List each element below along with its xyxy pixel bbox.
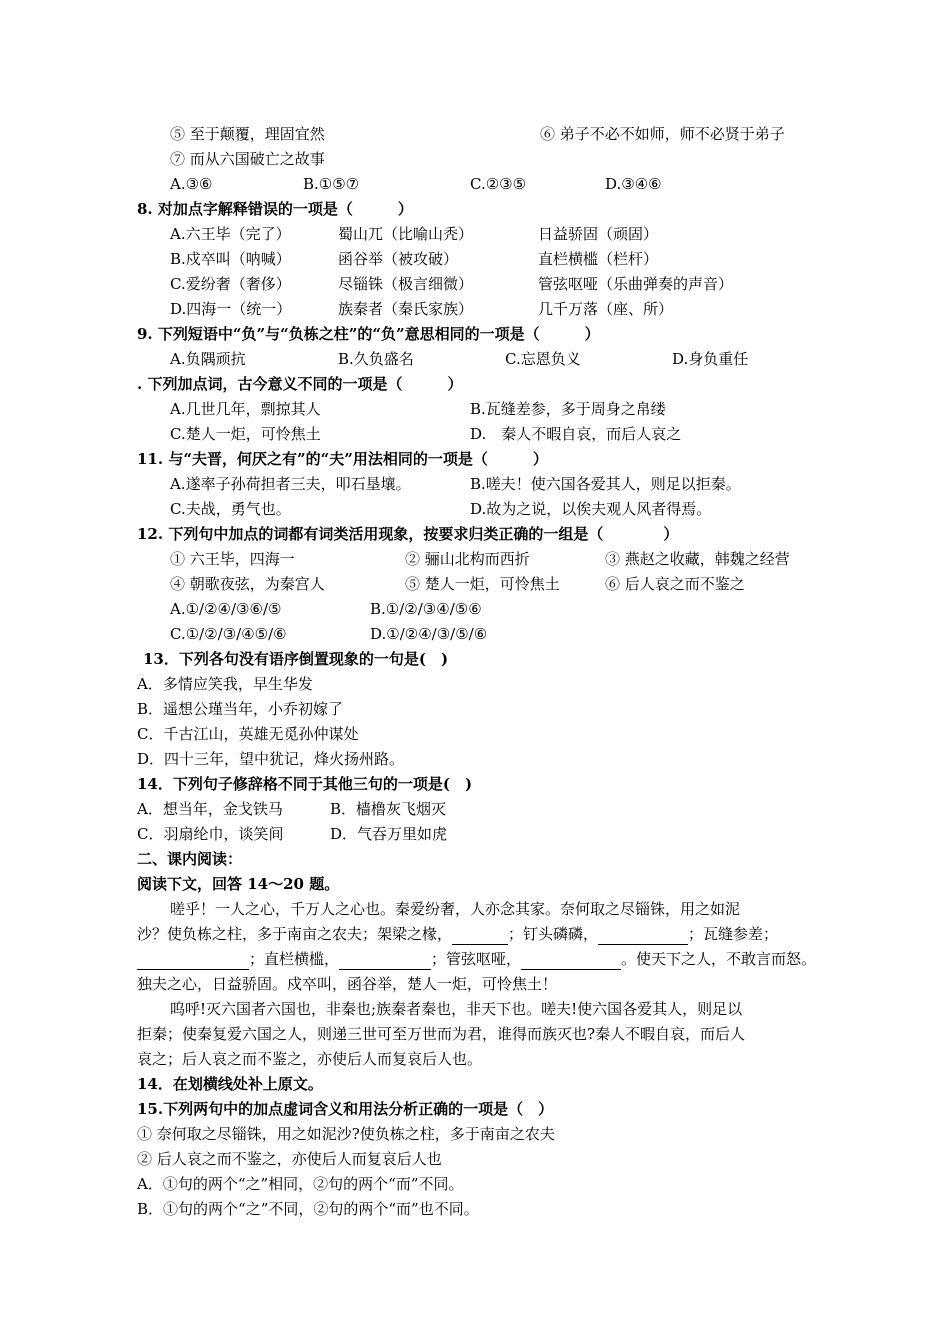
fill-blank-2[interactable] [598,928,688,945]
q7-choice-b: B.①⑤⑦ [303,175,360,193]
q13-choice-d: D．四十三年，望中犹记，烽火扬州路。 [137,750,405,768]
q13-choice-a: A．多情应笑我，早生华发 [137,675,313,693]
passage-p1-line2-seg1: 沙？使负栋之柱，多于南亩之农夫；架梁之椽， [137,925,453,943]
q12-choice-a: A.①/②④/③⑥/⑤ [170,600,282,618]
q8-row-c-3: 管弦呕哑（乐曲弹奏的声音） [538,275,734,293]
q8-row-d-3: 几千万落（座、所） [538,300,674,318]
q8-row-b-1: B.戍卒叫（呐喊） [170,250,291,268]
q14-rhetoric-choice-d: D．气吞万里如虎 [330,825,448,843]
q8-row-a-2: 蜀山兀（比喻山秃） [338,225,474,243]
passage-p1-line3-seg3: 。使天下之人，不敢言而怒。 [621,950,817,968]
section-2-title: 二、课内阅读： [137,850,243,868]
q11-choice-c: C.夫战，勇气也。 [170,500,291,518]
fill-blank-1[interactable] [452,928,508,945]
passage-p1-line3-seg2: ；管弦呕哑， [431,950,522,968]
q12-item-6: ⑥ 后人哀之而不鉴之 [605,575,745,593]
q11-stem: 11. 与“夫晋，何厌之有”的“夫”用法相同的一项是（ ） [137,450,548,468]
q8-row-d-2: 族秦者（秦氏家族） [338,300,474,318]
q8-row-b-3: 直栏横槛（栏杆） [538,250,659,268]
q7-choice-a: A.③⑥ [170,175,213,193]
q9-stem: 9. 下列短语中“负”与“负栋之柱”的“负”意思相同的一项是（ ） [137,325,600,343]
fill-blank-3[interactable] [137,953,249,970]
q12-item-3: ③ 燕赵之收藏，韩魏之经营 [605,550,790,568]
q13-choice-b: B．遥想公瑾当年，小乔初嫁了 [137,700,344,718]
q14-rhetoric-choice-b: B．樯橹灰飞烟灭 [330,800,447,818]
q8-row-a-3: 日益骄固（顽固） [538,225,659,243]
section-2-intro: 阅读下文，回答 14～20 题。 [137,875,340,893]
q14-rhetoric-choice-c: C．羽扇纶巾，谈笑间 [137,825,284,843]
q12-choice-b: B.①/②/③④/⑤⑥ [370,600,482,618]
q8-row-b-2: 函谷举（被攻破） [338,250,459,268]
q15-sentence-1: ① 奈何取之尽锱铢，用之如泥沙?使负栋之柱，多于南亩之农夫 [137,1125,555,1143]
passage-p1-line3-seg1: ；直栏横槛， [249,950,340,968]
q13-stem: 13．下列各句没有语序倒置现象的一句是( ) [143,650,449,668]
q12-choice-d: D.①/②④/③/⑤/⑥ [370,625,488,643]
q9-choice-c: C.忘恩负义 [505,350,581,368]
q9-choice-a: A.负隅顽抗 [170,350,246,368]
fill-blank-4[interactable] [339,953,431,970]
q10-choice-b: B.瓦缝差参，多于周身之帛缕 [470,400,666,418]
q12-item-5: ⑤ 楚人一炬，可怜焦土 [405,575,560,593]
q12-choice-c: C.①/②/③/④⑤/⑥ [170,625,287,643]
passage-p1-line2-seg2: ；钉头磷磷， [508,925,599,943]
passage-p1-line3 [137,948,816,970]
q8-stem: 8. 对加点字解释错误的一项是（ ） [137,200,413,218]
q7-option-6: ⑥ 弟子不必不如师，师不必贤于弟子 [540,125,785,143]
q15-sentence-2: ② 后人哀之而不鉴之，亦使后人而复哀后人也 [137,1150,442,1168]
q9-choice-d: D.身负重任 [672,350,749,368]
q12-item-2: ② 骊山北构而西折 [405,550,530,568]
passage-p2-line2: 拒秦；使秦复爱六国之人，则递三世可至万世而为君，谁得而族灭也?秦人不暇自哀，而后人 [137,1025,746,1043]
q7-choice-d: D.③④⑥ [605,175,662,193]
q7-option-5: ⑤ 至于颠覆，理固宜然 [170,125,325,143]
q8-row-d-1: D.四海一（统一） [170,300,292,318]
q12-item-4: ④ 朝歌夜弦，为秦宫人 [170,575,325,593]
q9-choice-b: B.久负盛名 [338,350,414,368]
q10-choice-c: C.楚人一炬，可怜焦土 [170,425,321,443]
q11-choice-d: D.故为之说，以俟夫观人风者得焉。 [470,500,712,518]
q14-fill-stem: 14．在划横线处补上原文。 [137,1075,323,1093]
q11-choice-b: B.嗟夫！使六国各爱其人，则足以拒秦。 [470,475,741,493]
q8-row-a-1: A.六王毕（完了） [170,225,291,243]
passage-p2-line3: 哀之；后人哀之而不鉴之，亦使后人而复哀后人也。 [137,1050,483,1068]
passage-p1-line1: 嗟乎！一人之心，千万人之心也。秦爱纷奢，人亦念其家。奈何取之尽锱铢，用之如泥 [170,900,741,918]
q12-item-1: ① 六王毕，四海一 [170,550,295,568]
q15-choice-a: A．①句的两个“之”相同，②句的两个“而”不同。 [137,1175,464,1193]
q13-choice-c: C．千古江山，英雄无觅孙仲谋处 [137,725,359,743]
q15-choice-b: B．①句的两个“之”不同，②句的两个“而”也不同。 [137,1200,479,1218]
passage-p1-line4: 独夫之心，日益骄固。戍卒叫，函谷举，楚人一炬，可怜焦土！ [137,975,558,993]
q10-choice-d: D. 秦人不暇自哀，而后人哀之 [470,425,682,443]
q8-row-c-1: C.爱纷奢（奢侈） [170,275,291,293]
fill-blank-5[interactable] [521,953,621,970]
q14-rhetoric-stem: 14．下列句子修辞格不同于其他三句的一项是( ) [137,775,473,793]
passage-p2-line1: 呜呼!灭六国者六国也，非秦也;族秦者秦也，非天下也。嗟夫!使六国各爱其人，则足以 [170,1000,743,1018]
passage-p1-line2 [137,923,778,945]
q8-row-c-2: 尽锱铢（极言细微） [338,275,474,293]
q11-choice-a: A.遂率子孙荷担者三夫，叩石垦壤。 [170,475,411,493]
q7-option-7: ⑦ 而从六国破亡之故事 [170,150,325,168]
q10-stem: . 下列加点词，古今意义不同的一项是（ ） [137,375,463,393]
q10-choice-a: A.几世几年，剽掠其人 [170,400,321,418]
q15-stem: 15.下列两句中的加点虚词含义和用法分析正确的一项是（ ） [137,1100,554,1118]
q7-choice-c: C.②③⑤ [470,175,527,193]
q12-stem: 12. 下列句中加点的词都有词类活用现象，按要求归类正确的一组是（ ） [137,525,679,543]
passage-p1-line2-seg3: ；瓦缝参差； [688,925,779,943]
q14-rhetoric-choice-a: A．想当年，金戈铁马 [137,800,283,818]
